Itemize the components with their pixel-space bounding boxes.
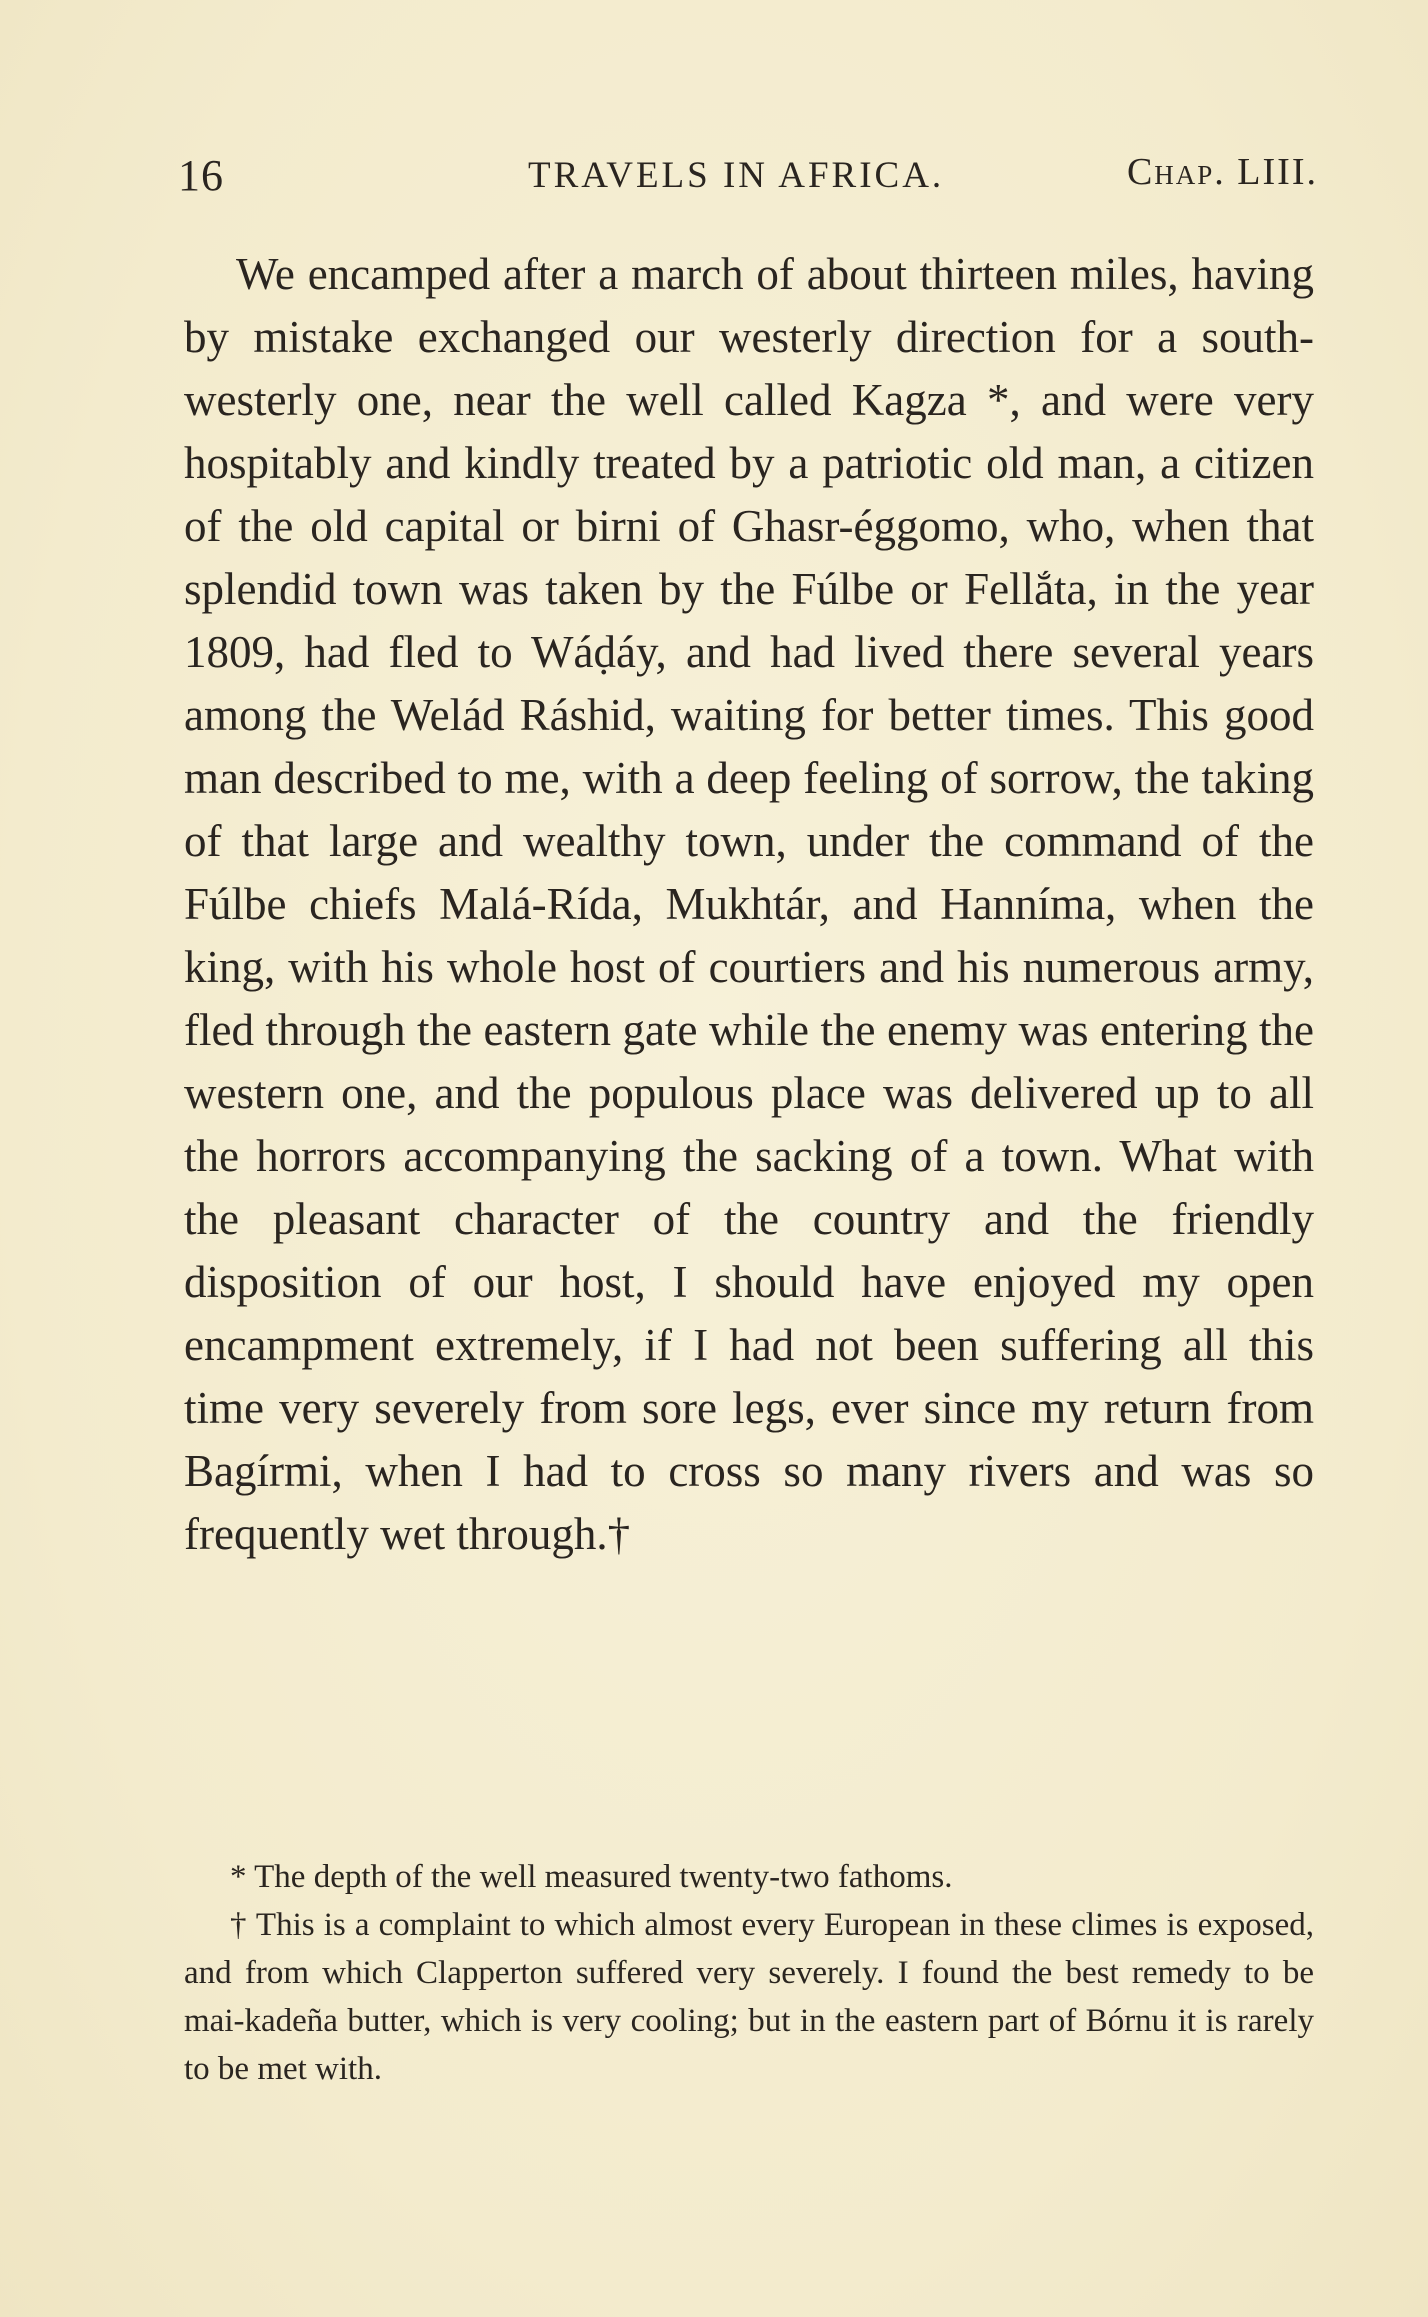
footnotes [184, 1853, 1314, 2093]
chapter-reference: Chap. LIII. [1126, 151, 1318, 193]
page-number: 16 [178, 151, 224, 200]
page-header [178, 150, 1318, 210]
running-title: TRAVELS IN AFRICA. [528, 155, 945, 196]
footnote-complaint: † This is a complaint to which almost every European in these climes is exposed, and from which Clapperton suffered very severely. I found the best remedy to be mai-kadeña butter, which is very cooling; but in the eastern part of Bórnu it is rarely to be met with. [184, 1907, 1314, 2087]
footnote-well-depth: * The depth of the well measured twenty-two fathoms. [230, 1859, 953, 1895]
body-paragraph: We encamped after a march of about thirteen miles, having by mistake exchanged our westerly direction for a south-westerly one, near the well called Kagza *, and were very hospitably and kindly treated by a patriotic old man, a citizen of the old capital or birni of Ghasr-éggomo, who, when that splendid town was taken by the Fúlbe or Fellắta, in the year 1809, had fled to Wáḍáy, and had lived there several years among the Welád Ráshid, waiting for better times. This good man described to me, with a deep feeling of sorrow, the taking of that large and wealthy town, under the command of the Fúlbe chiefs Malá-Rída, Mukhtár, and Hanníma, when the king, with his whole host of courtiers and his numerous army, fled through the eastern gate while the enemy was entering the western one, and the populous place was delivered up to all the horrors accompanying the sacking of a town. What with the pleasant character of the country and the friendly disposition of our host, I should have enjoyed my open encampment extremely, if I had not been suffering all this time very severely from sore legs, ever since my return from Bagírmi, when I had to cross so many rivers and was so frequently wet through.† [184, 249, 1314, 1559]
